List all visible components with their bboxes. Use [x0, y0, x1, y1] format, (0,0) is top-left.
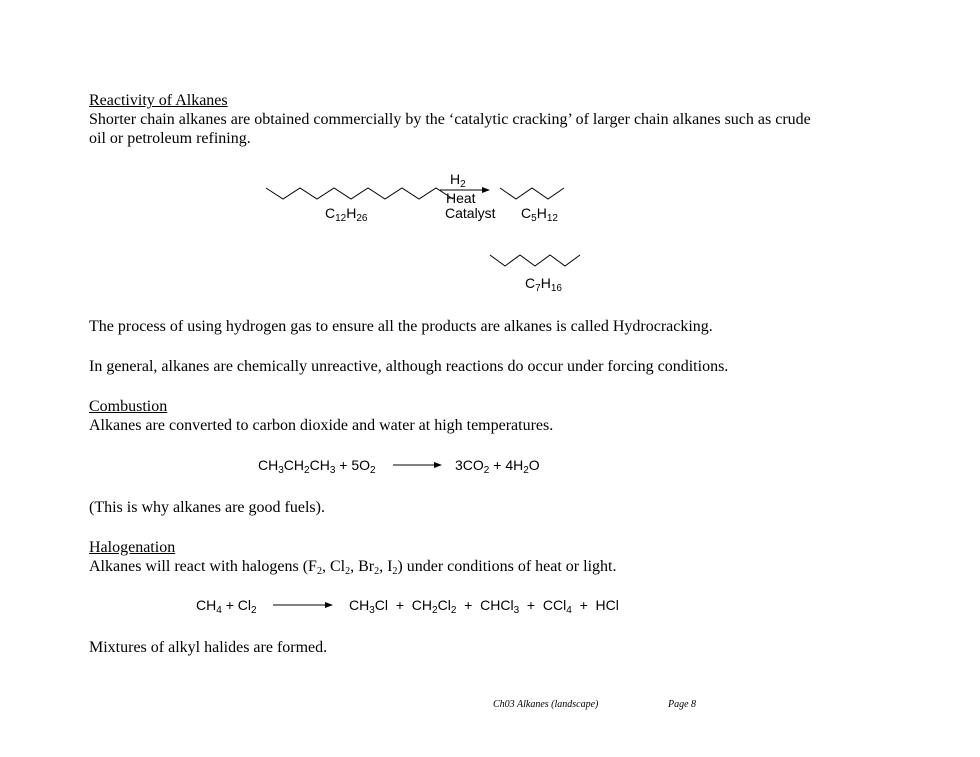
reagent-catalyst: Catalyst [445, 205, 496, 221]
hydrocracking-text: The process of using hydrogen gas to ensure all the products are alkanes is called Hydrocracking. [89, 318, 713, 335]
combustion-products: $3CO_2 + 4H_2O$ [455, 457, 540, 476]
reagent-heat: Heat [446, 190, 476, 206]
footer-chapter: Ch03 Alkanes (landscape) [493, 699, 599, 710]
combustion-heading: Combustion [89, 398, 168, 415]
reactivity-intro-line1: Shorter chain alkanes are obtained commercially by the ‘catalytic cracking’ of larger chain alkanes such as crude [89, 111, 811, 128]
general-text: In general, alkanes are chemically unreactive, although reactions do occur under forcing conditions. [89, 358, 729, 375]
halogenation-products: $CH_3Cl + CH_2Cl_2$ + CHCl$_3$ + CCl$_4$ + HCl [349, 597, 619, 616]
formula-c12h26: $C_{12}H_{26}$ [325, 205, 368, 224]
reagent-h2: $H_2$ [450, 171, 466, 190]
combustion-reactants: $CH_3CH_2CH_3 + 5O_2$ [258, 457, 376, 476]
reactivity-intro-line2: oil or petroleum refining. [89, 130, 251, 147]
footer-page-number: Page 8 [668, 699, 697, 710]
mixtures-text: Mixtures of alkyl halides are formed. [89, 639, 328, 656]
formula-c5h12: $C_5H_{12}$ [521, 205, 558, 224]
halogenation-text: Alkanes will react with halogens ($F_2$, $Cl_2$, $Br_2$, $I_2$) under conditions of heat or light. [89, 558, 617, 577]
formula-c7h16: $C_7H_{16}$ [525, 275, 562, 294]
halogenation-heading: Halogenation [89, 539, 176, 556]
combustion-note: (This is why alkanes are good fuels). [89, 499, 325, 516]
halogenation-reactants: $CH_4 + Cl_2$ [196, 597, 257, 616]
combustion-text: Alkanes are converted to carbon dioxide and water at high temperatures. [89, 417, 554, 434]
reactivity-heading: Reactivity of Alkanes [89, 92, 228, 109]
